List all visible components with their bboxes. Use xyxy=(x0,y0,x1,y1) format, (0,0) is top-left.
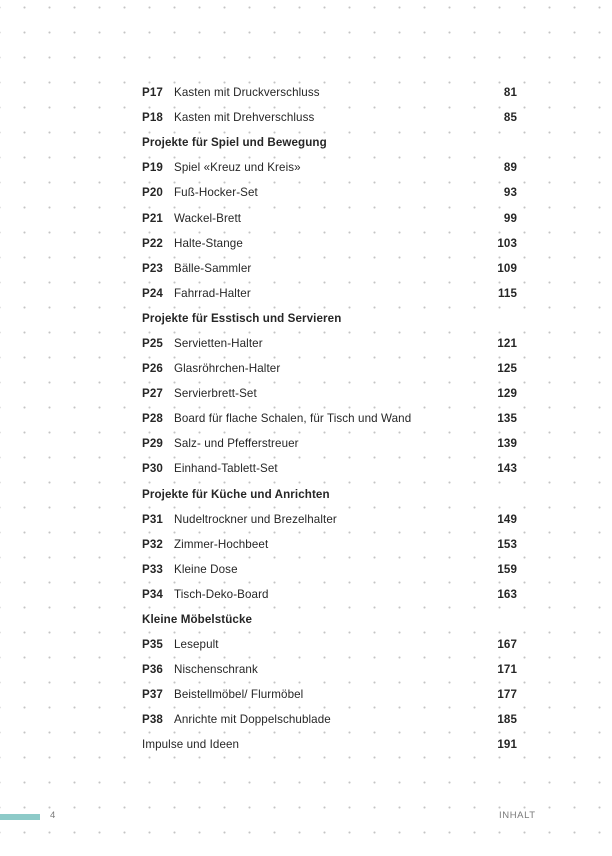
table-of-contents xyxy=(142,80,522,758)
page-number: 171 xyxy=(497,663,517,677)
entry-title: Servierbrett-Set xyxy=(174,387,257,401)
toc-entry xyxy=(142,356,522,381)
page-number: 103 xyxy=(497,236,517,250)
project-code: P33 xyxy=(142,562,163,576)
page-number: 167 xyxy=(497,638,517,652)
project-code: P24 xyxy=(142,286,163,300)
entry-title: Lesepult xyxy=(174,638,219,652)
entry-title: Glasröhrchen-Halter xyxy=(174,362,281,376)
project-code: P20 xyxy=(142,186,163,200)
project-code: P37 xyxy=(142,688,163,702)
page-number: 185 xyxy=(497,713,517,727)
toc-entry xyxy=(142,180,522,205)
page-number: 109 xyxy=(497,261,517,275)
page-number: 143 xyxy=(497,462,517,476)
page-number: 99 xyxy=(503,211,517,225)
toc-entry xyxy=(142,707,522,732)
page-number: 149 xyxy=(497,512,517,526)
entry-title: Impulse und Ideen xyxy=(142,738,240,752)
toc-entry xyxy=(142,331,522,356)
project-code: P21 xyxy=(142,211,163,225)
entry-title: Fahrrad-Halter xyxy=(174,286,251,300)
project-code: P38 xyxy=(142,713,163,727)
entry-title: Kleine Dose xyxy=(174,562,238,576)
toc-entry xyxy=(142,231,522,256)
entry-title: Tisch-Deko-Board xyxy=(174,587,269,601)
toc-entry xyxy=(142,682,522,707)
page-number: 125 xyxy=(497,362,517,376)
page-number: 89 xyxy=(503,161,517,175)
project-code: P35 xyxy=(142,638,163,652)
project-code: P29 xyxy=(142,437,163,451)
footer-section-label: INHALT xyxy=(499,810,536,821)
section-title: Kleine Möbelstücke xyxy=(142,613,253,627)
entry-title: Nischenschrank xyxy=(174,663,258,677)
project-code: P17 xyxy=(142,86,163,100)
entry-title: Zimmer-Hochbeet xyxy=(174,537,269,551)
page-number: 153 xyxy=(497,537,517,551)
toc-entry xyxy=(142,281,522,306)
toc-entry xyxy=(142,657,522,682)
project-code: P27 xyxy=(142,387,163,401)
entry-title: Salz- und Pfefferstreuer xyxy=(174,437,299,451)
entry-title: Wackel-Brett xyxy=(174,211,242,225)
page-number: 115 xyxy=(497,286,517,300)
page-number: 139 xyxy=(497,437,517,451)
project-code: P25 xyxy=(142,336,163,350)
page-number: 159 xyxy=(497,562,517,576)
toc-entry xyxy=(142,732,522,757)
page-number: 85 xyxy=(503,111,517,125)
project-code: P23 xyxy=(142,261,163,275)
toc-section-heading xyxy=(142,607,522,632)
toc-section-heading xyxy=(142,130,522,155)
entry-title: Nudeltrockner und Brezelhalter xyxy=(174,512,337,526)
page-number: 129 xyxy=(497,387,517,401)
toc-entry xyxy=(142,80,522,105)
toc-entry xyxy=(142,256,522,281)
toc-entry xyxy=(142,205,522,230)
section-title: Projekte für Küche und Anrichten xyxy=(142,487,330,501)
entry-title: Bälle-Sammler xyxy=(174,261,252,275)
entry-title: Spiel «Kreuz und Kreis» xyxy=(174,161,301,175)
entry-title: Beistellmöbel/ Flurmöbel xyxy=(174,688,304,702)
section-title: Projekte für Spiel und Bewegung xyxy=(142,136,327,150)
project-code: P22 xyxy=(142,236,163,250)
entry-title: Kasten mit Drehverschluss xyxy=(174,111,315,125)
entry-title: Fuß-Hocker-Set xyxy=(174,186,258,200)
footer-accent-bar xyxy=(0,814,40,820)
toc-section-heading xyxy=(142,482,522,507)
toc-section-heading xyxy=(142,306,522,331)
section-title: Projekte für Esstisch und Servieren xyxy=(142,311,342,325)
entry-title: Board für flache Schalen, für Tisch und Wand xyxy=(174,412,412,426)
toc-entry xyxy=(142,507,522,532)
page-number: 177 xyxy=(497,688,517,702)
project-code: P32 xyxy=(142,537,163,551)
entry-title: Kasten mit Druckverschluss xyxy=(174,86,320,100)
page-number: 121 xyxy=(497,336,517,350)
toc-entry xyxy=(142,557,522,582)
toc-entry xyxy=(142,406,522,431)
entry-title: Einhand-Tablett-Set xyxy=(174,462,278,476)
entry-title: Anrichte mit Doppelschublade xyxy=(174,713,331,727)
toc-entry xyxy=(142,155,522,180)
toc-entry xyxy=(142,582,522,607)
toc-entry xyxy=(142,632,522,657)
toc-entry xyxy=(142,381,522,406)
project-code: P34 xyxy=(142,587,163,601)
page-number: 191 xyxy=(497,738,517,752)
page-number: 81 xyxy=(503,86,517,100)
toc-entry xyxy=(142,532,522,557)
toc-entry xyxy=(142,105,522,130)
entry-title: Halte-Stange xyxy=(174,236,243,250)
project-code: P30 xyxy=(142,462,163,476)
entry-title: Servietten-Halter xyxy=(174,336,263,350)
project-code: P18 xyxy=(142,111,163,125)
page-number: 93 xyxy=(503,186,517,200)
project-code: P31 xyxy=(142,512,163,526)
page-number: 135 xyxy=(497,412,517,426)
project-code: P36 xyxy=(142,663,163,677)
page-number: 163 xyxy=(497,587,517,601)
project-code: P26 xyxy=(142,362,163,376)
project-code: P28 xyxy=(142,412,163,426)
footer-page-number: 4 xyxy=(50,810,56,821)
project-code: P19 xyxy=(142,161,163,175)
toc-entry xyxy=(142,456,522,481)
toc-entry xyxy=(142,431,522,456)
